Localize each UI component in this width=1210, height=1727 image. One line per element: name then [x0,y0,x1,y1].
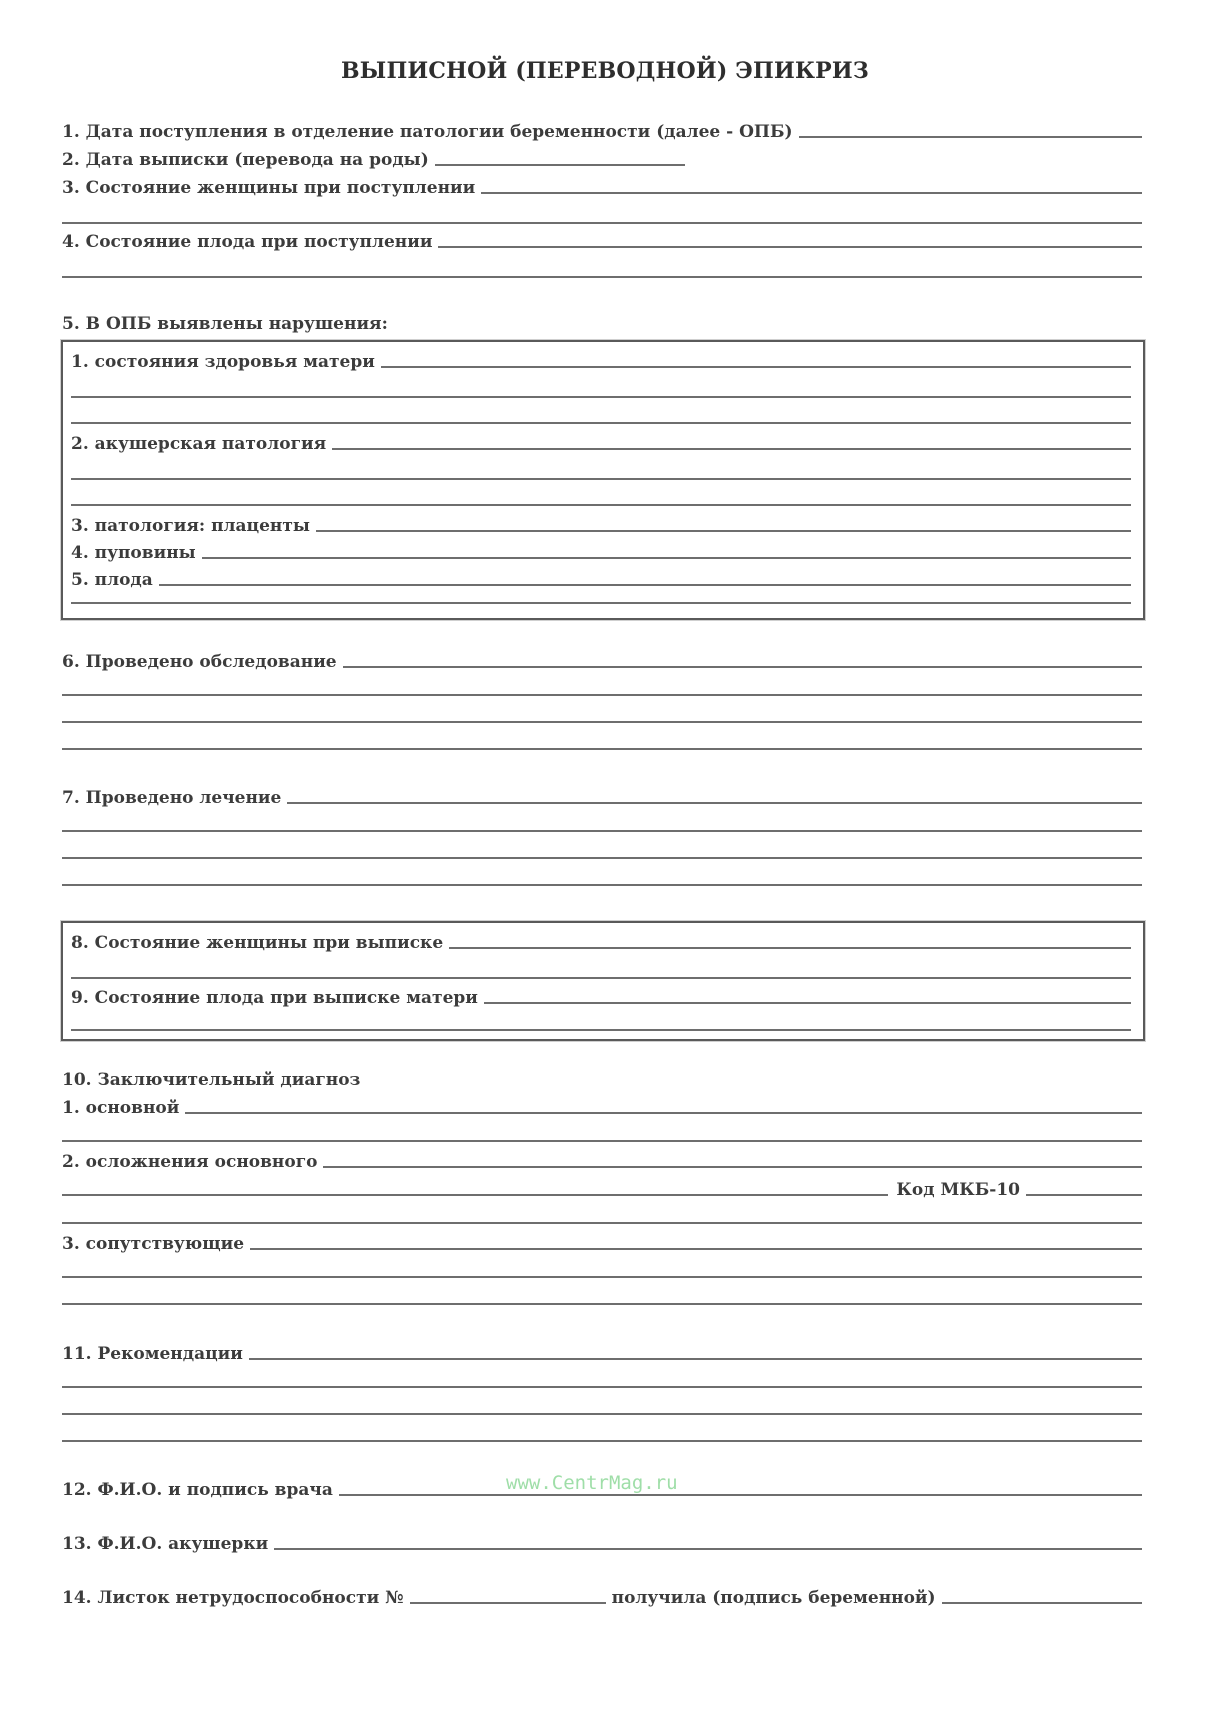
field-label: 1. основной [62,1098,180,1118]
input-line[interactable] [62,830,1142,832]
field-woman-condition-admission[interactable] [62,174,1142,198]
input-line[interactable] [62,1222,1142,1224]
section-5-heading [62,310,394,334]
violation-umbilical-cord[interactable] [71,539,1131,563]
field-label: 8. Состояние женщины при выписке [71,933,444,953]
section-10-heading [62,1066,366,1090]
mkb-label: Код МКБ-10 [896,1180,1020,1200]
field-label: 5. В ОПБ выявлены нарушения: [62,314,388,334]
field-examination[interactable] [62,648,1142,672]
input-line[interactable] [339,1494,1142,1496]
discharge-condition-box [61,921,1145,1041]
field-label: 3. патология: плаценты [71,516,310,536]
input-line[interactable] [202,557,1131,559]
field-label: 1. Дата поступления в отделение патологии беременности (далее - ОПБ) [62,122,793,142]
mkb-input-line[interactable] [1026,1194,1142,1196]
field-label: 12. Ф.И.О. и подпись врача [62,1480,333,1500]
field-label: 14. Листок нетрудоспособности № [62,1588,404,1608]
field-treatment[interactable] [62,784,1142,808]
input-line[interactable] [343,666,1142,668]
field-label: 2. осложнения основного [62,1152,318,1172]
input-line[interactable] [62,1194,888,1196]
violation-fetus[interactable] [71,566,1131,590]
field-label: 5. плода [71,570,153,590]
field-label: 4. Состояние плода при поступлении [62,232,433,252]
input-line[interactable] [62,721,1142,723]
input-line[interactable] [62,694,1142,696]
input-line[interactable] [62,222,1142,224]
input-line[interactable] [71,504,1131,506]
input-line[interactable] [323,1166,1142,1168]
field-midwife-name[interactable] [62,1530,1142,1554]
input-line[interactable] [62,1386,1142,1388]
field-label: 13. Ф.И.О. акушерки [62,1534,269,1554]
input-line[interactable] [249,1358,1142,1360]
field-recommendations[interactable] [62,1340,1142,1364]
input-line[interactable] [435,164,685,166]
input-line[interactable] [62,1303,1142,1305]
field-fetus-condition-admission[interactable] [62,228,1142,252]
field-main-diagnosis[interactable] [62,1094,1142,1118]
input-line[interactable] [71,602,1131,604]
input-line[interactable] [250,1248,1142,1250]
input-line[interactable] [287,802,1142,804]
received-label: получила (подпись беременной) [611,1588,936,1608]
violation-obstetric-pathology[interactable] [71,430,1131,454]
field-label: 10. Заключительный диагноз [62,1070,361,1090]
field-admission-date[interactable] [62,118,1142,142]
field-complications[interactable] [62,1148,1142,1172]
input-line[interactable] [438,246,1142,248]
input-line[interactable] [62,857,1142,859]
watermark: www.CentrMag.ru [506,1472,678,1494]
field-label: 3. сопутствующие [62,1234,245,1254]
input-line[interactable] [449,947,1131,949]
field-label: 2. акушерская патология [71,434,327,454]
input-line[interactable] [71,422,1131,424]
field-label: 6. Проведено обследование [62,652,337,672]
input-line[interactable] [62,748,1142,750]
field-label: 9. Состояние плода при выписке матери [71,988,478,1008]
input-line[interactable] [799,136,1142,138]
field-label: 1. состояния здоровья матери [71,352,375,372]
violation-mother-health[interactable] [71,348,1131,372]
input-line[interactable] [62,276,1142,278]
input-line[interactable] [62,884,1142,886]
input-line[interactable] [62,1276,1142,1278]
violations-box [61,340,1145,620]
field-label: 4. пуповины [71,543,196,563]
input-line[interactable] [62,1440,1142,1442]
input-line[interactable] [62,1413,1142,1415]
input-line[interactable] [71,977,1131,979]
document-title: ВЫПИСНОЙ (ПЕРЕВОДНОЙ) ЭПИКРИЗ [341,58,869,84]
input-line[interactable] [185,1112,1142,1114]
field-label: 2. Дата выписки (перевода на роды) [62,150,429,170]
input-line[interactable] [332,448,1131,450]
input-line[interactable] [71,478,1131,480]
input-line[interactable] [274,1548,1142,1550]
field-label: 11. Рекомендации [62,1344,243,1364]
field-label: 7. Проведено лечение [62,788,282,808]
signature-line[interactable] [942,1602,1142,1604]
field-concomitant[interactable] [62,1230,1142,1254]
field-sick-leave[interactable] [62,1584,1142,1608]
input-line[interactable] [62,1140,1142,1142]
input-line[interactable] [381,366,1131,368]
input-line[interactable] [71,1029,1131,1031]
field-discharge-date[interactable] [62,146,685,170]
input-line[interactable] [484,1002,1131,1004]
violation-placenta[interactable] [71,512,1131,536]
field-woman-condition-discharge[interactable] [71,929,1131,953]
field-mkb-code[interactable] [62,1176,1142,1200]
input-line[interactable] [159,584,1131,586]
input-line[interactable] [316,530,1131,532]
field-fetus-condition-discharge[interactable] [71,984,1131,1008]
input-line[interactable] [481,192,1142,194]
input-line[interactable] [71,396,1131,398]
field-label: 3. Состояние женщины при поступлении [62,178,476,198]
sick-leave-number-line[interactable] [410,1602,606,1604]
